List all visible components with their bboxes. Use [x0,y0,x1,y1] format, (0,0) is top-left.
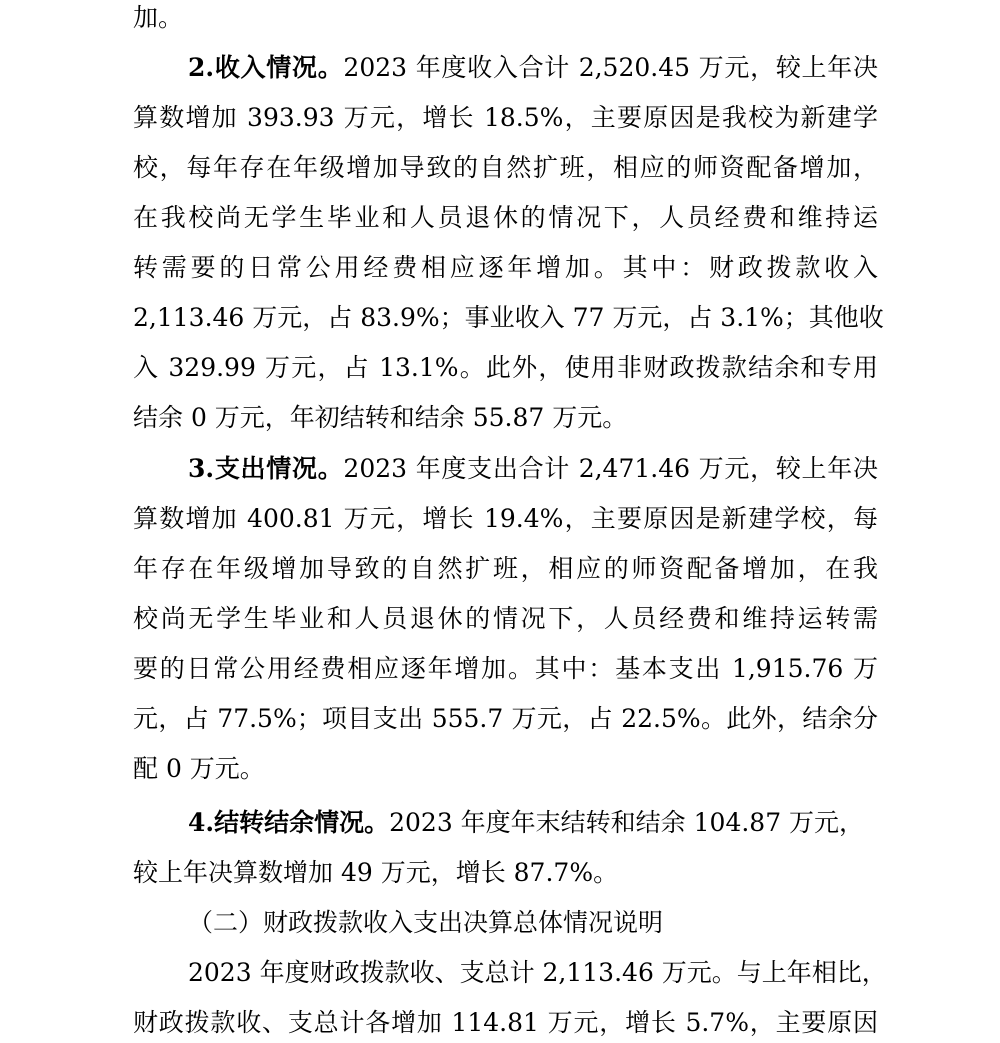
text-line-content: 在我校尚无学生毕业和人员退休的情况下，人员经费和维持运 [133,203,878,232]
text-line [133,248,878,288]
text-line-content: 转需要的日常公用经费相应逐年增加。其中：财政拨款收入 [133,253,878,282]
text-line [133,599,878,639]
text-line [133,549,878,589]
text-line-content: 较上年决算数增加 49 万元，增长 87.7%。 [133,858,619,887]
text-line-content: 算数增加 400.81 万元，增长 19.4%，主要原因是新建学校，每 [133,504,878,533]
text-line [133,98,878,138]
text-line [133,853,618,893]
text-line [133,298,884,338]
text-line-content: 要的日常公用经费相应逐年增加。其中：基本支出 1,915.76 万 [133,654,878,683]
text-line-content: 2023 年度年末结转和结余 104.87 万元， [389,808,865,837]
text-line-content: 年存在年级增加导致的自然扩班，相应的师资配备增加，在我 [133,554,878,583]
text-line-content: 2023 年度收入合计 2,520.45 万元，较上年决 [343,53,878,82]
text-line [133,198,878,238]
text-line [133,148,878,188]
text-line-content: 加。 [133,3,184,32]
text-line [133,348,878,388]
text-line-content: 校尚无学生毕业和人员退休的情况下，人员经费和维持运转需 [133,604,878,633]
text-line-content: 结余 0 万元，年初结转和结余 55.87 万元。 [133,403,628,432]
section-subheading [188,903,663,943]
text-line-content: 配 0 万元。 [133,754,265,783]
text-line [133,0,183,38]
text-line-content: 2023 年度支出合计 2,471.46 万元，较上年决 [343,454,878,483]
text-line-content: 元，占 77.5%；项目支出 555.7 万元，占 22.5%。此外，结余分 [133,704,878,733]
text-line-content: 财政拨款收、支总计各增加 114.81 万元，增长 5.7%，主要原因 [133,1008,878,1037]
text-line-content: 2,113.46 万元，占 83.9%；事业收入 77 万元，占 3.1%；其他收 [133,303,884,332]
section-heading-carryover: 4.结转结余情况。 [188,808,390,837]
section-subheading-text: （二）财政拨款收入支出决算总体情况说明 [188,908,664,937]
text-line-content: 算数增加 393.93 万元，增长 18.5%，主要原因是我校为新建学 [133,103,878,132]
text-line [133,699,878,739]
text-line-content: 入 329.99 万元，占 13.1%。此外，使用非财政拨款结余和专用 [133,353,878,382]
paragraph-heading-line [188,449,878,489]
text-line-content: 2023 年度财政拨款收、支总计 2,113.46 万元。与上年相比， [188,958,887,987]
section-heading-income: 2.收入情况。 [188,53,344,82]
text-line-content: 校，每年存在年级增加导致的自然扩班，相应的师资配备增加， [133,153,878,182]
text-line [133,1003,878,1043]
text-line [133,499,878,539]
text-line [188,953,887,993]
paragraph-heading-line [188,803,864,843]
text-line [133,398,627,438]
text-line [133,749,265,789]
section-heading-expense: 3.支出情况。 [188,454,344,483]
text-line [133,649,878,689]
paragraph-heading-line [188,48,878,88]
